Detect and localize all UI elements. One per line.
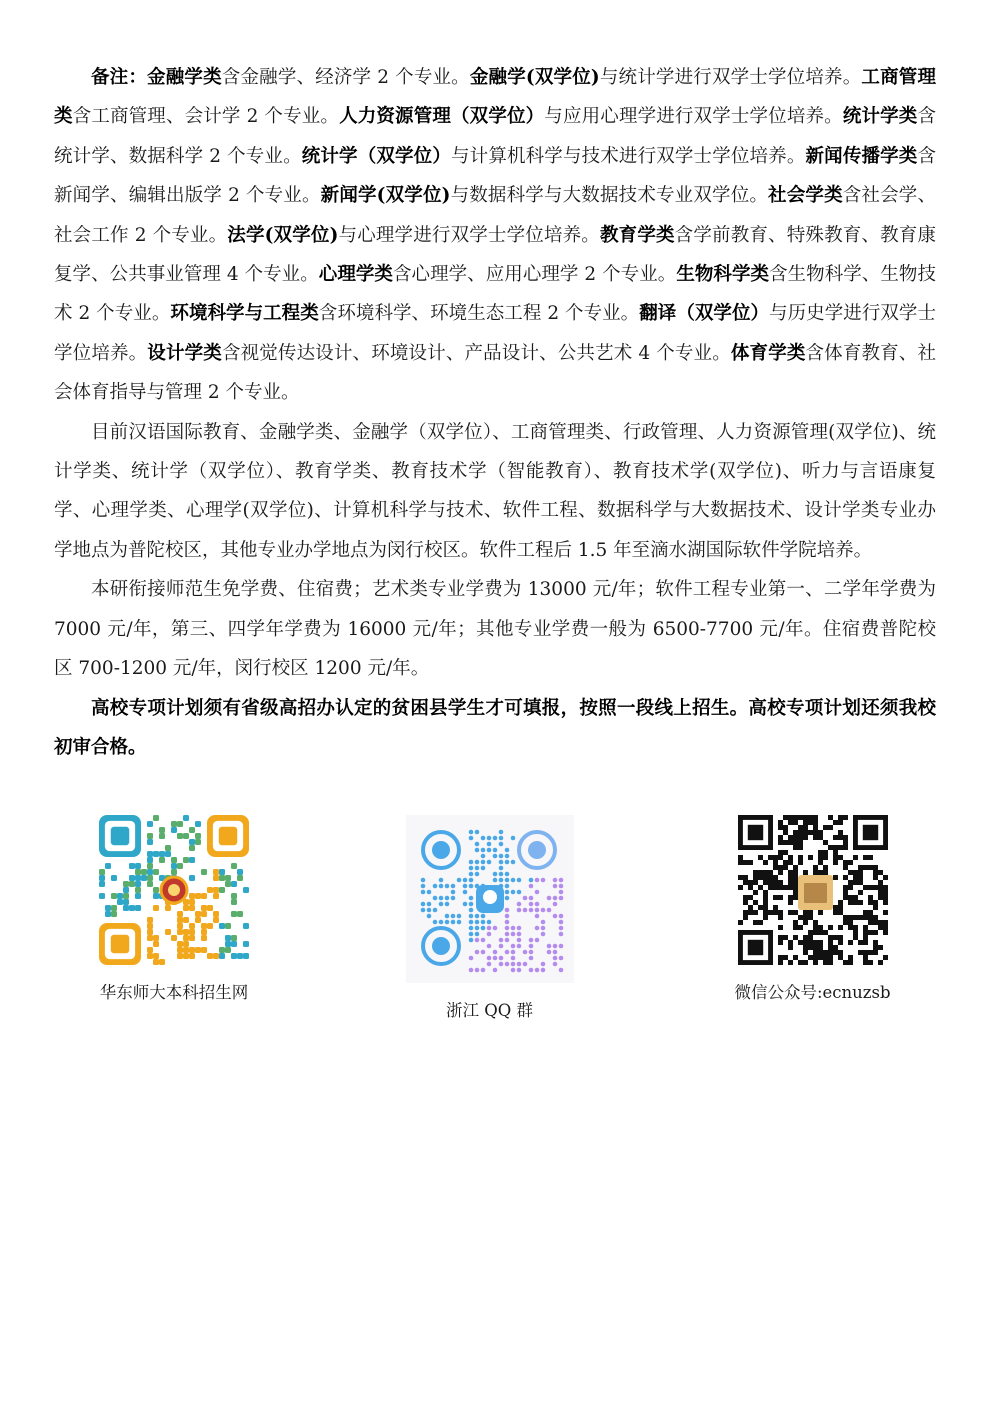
major-name: 新闻传播学类 [805,145,918,167]
major-name: 工商管理类 [54,67,936,128]
notes-paragraph-majors [54,58,936,413]
major-name: 心理学类 [318,264,393,286]
qr-qq-group[interactable] [402,815,577,1021]
major-name: 社会学类 [768,185,843,207]
major-name: 统计学类 [842,106,918,128]
major-name: 法学(双学位) [227,224,339,246]
notes-section [54,58,936,767]
major-description: 含体育教育、社会体育指导与管理 2 个专业。 [54,342,936,404]
major-name: 设计学类 [147,342,222,364]
notes-paragraph-fees: 本研衔接师范生免学费、住宿费；艺术类专业学费为 13000 元/年；软件工程专业第一、二学年学费为 7000 元/年，第三、四学年学费为 16000 元/年；其他专业学费一般为 6500-7700 元/年。住宿费普陀校区 700-1200 元/年，闵行校区 1200 元/年。 [54,579,936,680]
major-description: 与数据科学与大数据技术专业双学位。 [450,185,769,207]
major-name: 金融学(双学位) [469,67,600,88]
major-description: 与心理学进行双学士学位培养。 [338,224,600,246]
major-name: 体育学类 [730,342,806,364]
major-name: 金融学类 [147,67,222,88]
major-description: 含视觉传达设计、环境设计、产品设计、公共艺术 4 个专业。 [221,342,731,364]
wechat-qr-code-icon [738,815,888,965]
major-description: 含统计学、数据科学 2 个专业。 [54,106,936,167]
major-description: 含金融学、经济学 2 个专业。 [221,67,470,88]
major-name: 生物科学类 [676,264,770,286]
qr-caption-admissions: 华东师大本科招生网 [99,983,249,1002]
qr-code-row [0,815,992,1025]
major-description: 与统计学进行双学士学位培养。 [599,67,862,88]
major-name: 统计学（双学位） [301,145,451,167]
major-description: 含社会学、社会工作 2 个专业。 [54,185,936,246]
major-description: 含新闻学、编辑出版学 2 个专业。 [54,145,936,207]
major-description: 含心理学、应用心理学 2 个专业。 [392,264,677,286]
major-description: 与计算机科学与技术进行双学士学位培养。 [451,145,806,167]
major-description: 与应用心理学进行双学士学位培养。 [544,106,843,128]
major-name: 新闻学(双学位) [320,185,451,207]
qr-caption-wechat: 微信公众号:ecnuzsb [734,983,891,1002]
notes-paragraph-campus: 目前汉语国际教育、金融学类、金融学（双学位）、工商管理类、行政管理、人力资源管理(双学位)、统计学类、统计学（双学位）、教育学类、教育技术学（智能教育）、教育技术学(双学位)、听力与言语康复学、心理学类、心理学(双学位)、计算机科学与技术、软件工程、数据科学与大数据技术、设计学类专业办学地点为普陀校区，其他专业办学地点为闵行校区。软件工程后 1.5 年至滴水湖国际软件学院培养。 [54,421,936,561]
major-description: 含环境科学、环境生态工程 2 个专业。 [318,303,640,325]
major-description: 含工商管理、会计学 2 个专业。 [72,106,340,128]
major-name: 备注： [91,67,148,88]
major-name: 教育学类 [599,224,675,246]
major-name: 环境科学与工程类 [170,303,319,325]
qr-caption-qq: 浙江 QQ 群 [445,1001,534,1020]
major-description: 含生物科学、生物技术 2 个专业。 [54,264,936,325]
qr-code-icon [99,815,249,965]
major-name: 人力资源管理（双学位） [339,106,545,128]
qq-qr-code-icon [406,815,574,983]
qr-admissions-website[interactable] [88,815,260,1003]
major-name: 翻译（双学位） [639,303,770,325]
notes-paragraph-special-plan: 高校专项计划须有省级高招办认定的贫困县学生才可填报，按照一段线上招生。高校专项计划还须我校初审合格。 [54,697,936,758]
qr-wechat-account[interactable] [725,815,900,1003]
major-description: 与历史学进行双学士学位培养。 [54,303,936,364]
major-description: 含学前教育、特殊教育、教育康复学、公共事业管理 4 个专业。 [54,224,936,286]
